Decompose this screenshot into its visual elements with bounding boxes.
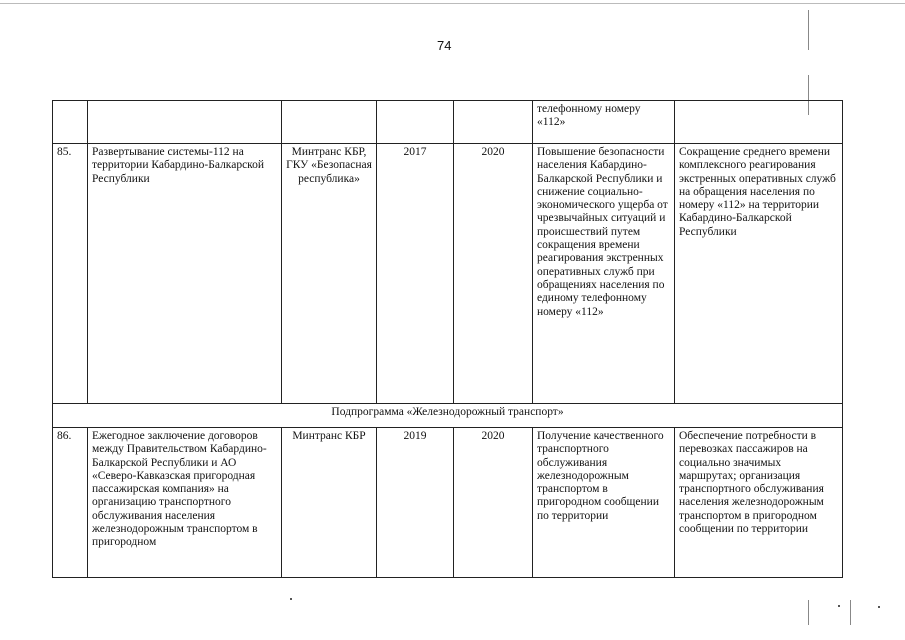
page-number: 74 xyxy=(437,38,452,53)
end-year-cell: 2020 xyxy=(454,144,533,404)
scan-dot xyxy=(878,606,880,608)
scan-dot xyxy=(838,605,840,607)
subprogram-row xyxy=(53,404,843,428)
start-year-cell: 2017 xyxy=(377,144,454,404)
row-number xyxy=(53,101,88,144)
result-cell: телефонному номеру «112» xyxy=(533,101,675,144)
scan-dot xyxy=(290,598,292,600)
end-year-cell: 2020 xyxy=(454,428,533,578)
row-number: 86. xyxy=(53,428,88,578)
start-year-cell: 2019 xyxy=(377,428,454,578)
program-table xyxy=(52,100,843,578)
scan-mark xyxy=(808,600,809,625)
effect-cell xyxy=(675,101,843,144)
activity-cell: Ежегодное заключение договоров между Правительством Кабардино-Балкарской Республики и АО «Северо-Кавказская пригородная пассажирская компания» на организацию транспортного обслуживания населения железнодорожным транспортом в пригородном xyxy=(88,428,282,578)
result-cell: Повышение безопасности населения Кабардино-Балкарской Республики и снижение социально-экономического ущерба от чрезвычайных ситуаций и происшествий путем сокращения времени реагирования экстренных оперативных служб при обращениях населения по единому телефонному номеру «112» xyxy=(533,144,675,404)
start-year-cell xyxy=(377,101,454,144)
effect-cell: Сокращение среднего времени комплексного реагирования экстренных оперативных служб на обращения населения по номеру «112» на территории Кабардино-Балкарской Республики xyxy=(675,144,843,404)
table-row xyxy=(53,101,843,144)
executor-cell xyxy=(282,101,377,144)
scan-mark xyxy=(850,600,851,625)
effect-cell: Обеспечение потребности в перевозках пассажиров на социально значимых маршрутах; организация транспортного обслуживания населения железнодорожным транспортом в пригородном сообщении по территории xyxy=(675,428,843,578)
scan-mark xyxy=(808,10,809,50)
activity-cell: Развертывание системы-112 на территории Кабардино-Балкарской Республики xyxy=(88,144,282,404)
scan-line-top xyxy=(0,3,905,4)
executor-cell: Минтранс КБР, ГКУ «Безопасная республика» xyxy=(282,144,377,404)
row-number: 85. xyxy=(53,144,88,404)
end-year-cell xyxy=(454,101,533,144)
subprogram-heading: Подпрограмма «Железнодорожный транспорт» xyxy=(53,404,843,428)
executor-cell: Минтранс КБР xyxy=(282,428,377,578)
result-cell: Получение качественного транспортного обслуживания железнодорожным транспортом в пригородном сообщении по территории xyxy=(533,428,675,578)
table-row xyxy=(53,144,843,404)
activity-cell xyxy=(88,101,282,144)
table-row xyxy=(53,428,843,578)
